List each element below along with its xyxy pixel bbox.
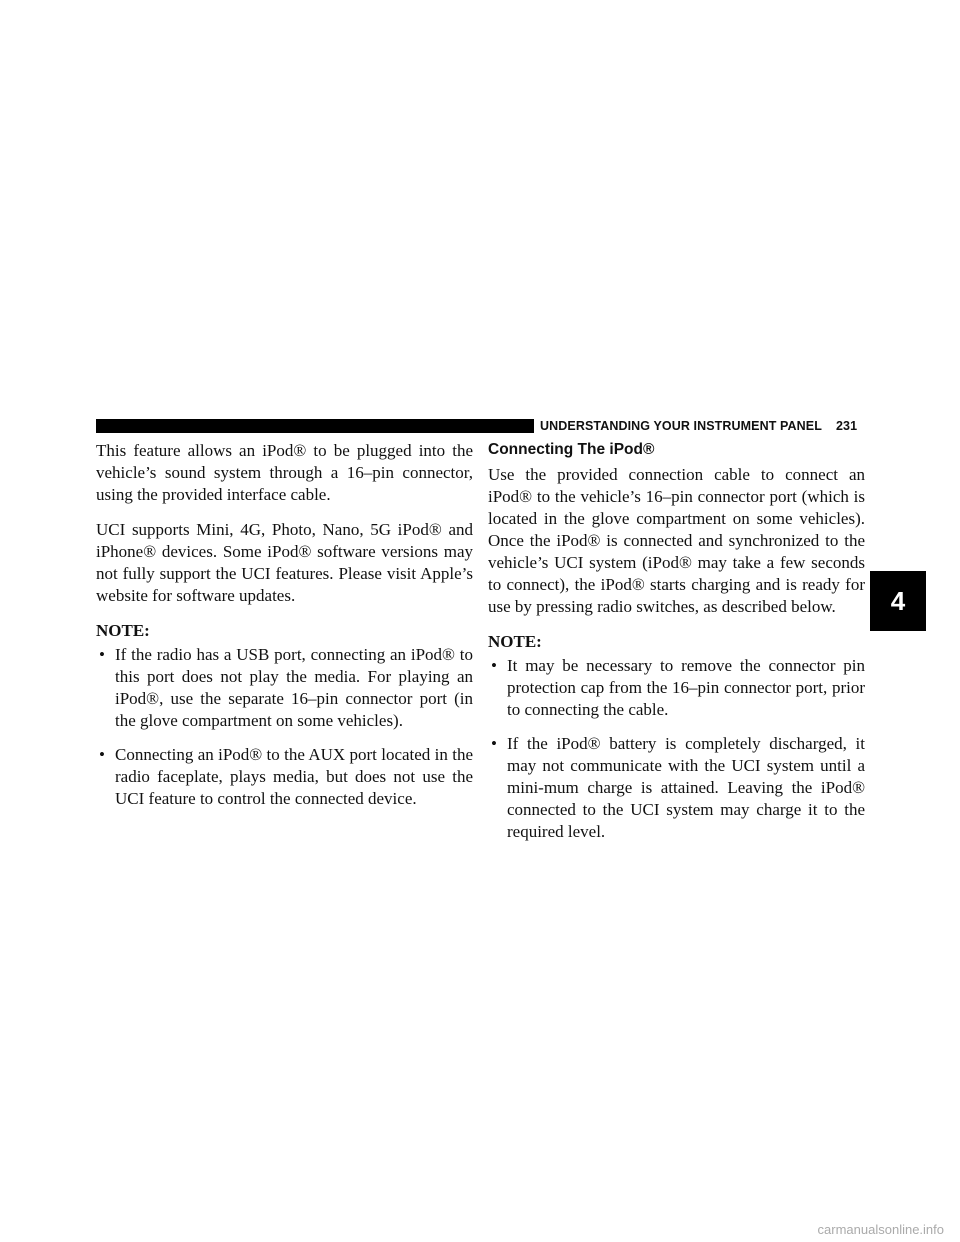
right-column	[488, 440, 865, 855]
note-label: NOTE:	[488, 632, 542, 651]
chapter-tab: 4	[870, 571, 926, 631]
note-label: NOTE:	[96, 621, 150, 640]
list-item	[488, 733, 865, 843]
bullet-icon: •	[99, 745, 105, 764]
intro-paragraph: This feature allows an iPod® to be plugged into the vehicle’s sound system through a 16–pin connector, using the provided interface cable.	[96, 441, 473, 504]
list-item	[96, 644, 473, 732]
bullet-icon: •	[99, 645, 105, 664]
list-item-text: It may be necessary to remove the connector pin protection cap from the 16–pin connector port, prior to connecting the cable.	[507, 656, 865, 719]
bullet-icon: •	[491, 734, 497, 753]
list-item	[488, 655, 865, 721]
page-number: 231	[835, 419, 858, 433]
header-rule	[96, 419, 534, 433]
section-heading: Connecting The iPod®	[488, 441, 655, 458]
list-item-text: If the radio has a USB port, connecting an iPod® to this port does not play the media. For playing an iPod®, use the separate 16–pin connector port (in the glove compartment on some vehicles).	[115, 645, 473, 730]
section-title: UNDERSTANDING YOUR INSTRUMENT PANEL	[540, 419, 822, 433]
bullet-icon: •	[491, 656, 497, 675]
supported-devices-paragraph: UCI supports Mini, 4G, Photo, Nano, 5G iPod® and iPhone® devices. Some iPod® software versions may not fully support the UCI features. Please visit Apple’s website for software updates.	[96, 520, 473, 605]
list-item-text: Connecting an iPod® to the AUX port located in the radio faceplate, plays media, but does not use the UCI feature to control the connected device.	[115, 745, 473, 808]
running-header	[540, 419, 857, 433]
list-item	[96, 744, 473, 810]
list-item-text: If the iPod® battery is completely discharged, it may not communicate with the UCI system until a mini-mum charge is attained. Leaving the iPod® connected to the UCI system may charge it to the required level.	[507, 734, 865, 841]
footer-watermark: carmanualsonline.info	[817, 1222, 944, 1237]
connecting-paragraph: Use the provided connection cable to connect an iPod® to the vehicle’s 16–pin connector port (which is located in the glove compartment on some vehicles). Once the iPod® is connected and synchronized to the vehicle’s UCI system (iPod® may take a few seconds to connect), the iPod® starts charging and is ready for use by pressing radio switches, as described below.	[488, 465, 865, 616]
note-list	[96, 644, 473, 810]
left-column	[96, 440, 473, 822]
note-list	[488, 655, 865, 843]
